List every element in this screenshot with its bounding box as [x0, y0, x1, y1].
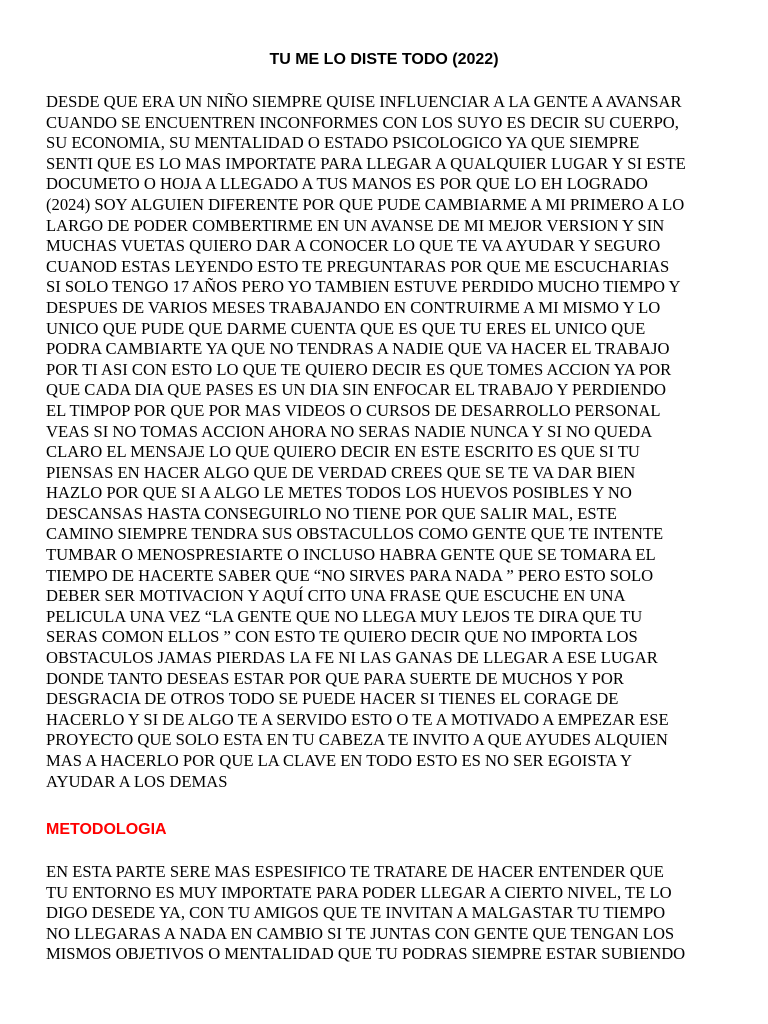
paragraph-line: VEAS SI NO TOMAS ACCION AHORA NO SERAS NADIE NUNCA Y SI NO QUEDA: [46, 421, 653, 441]
paragraph-line: AYUDAR A LOS DEMAS: [46, 771, 228, 791]
paragraph-line: PROYECTO QUE SOLO ESTA EN TU CABEZA TE INVITO A QUE AYUDES ALQUIEN: [46, 730, 668, 750]
paragraph-line: QUE CADA DIA QUE PASES ES UN DIA SIN ENFOCAR EL TRABAJO Y PERDIENDO: [46, 380, 667, 400]
document-title: TU ME LO DISTE TODO (2022): [269, 51, 499, 68]
paragraph-line: DOCUMETO O HOJA A LLEGADO A TUS MANOS ES POR QUE LO EH LOGRADO: [46, 174, 648, 194]
paragraph-line: CUANDO SE ENCUENTREN INCONFORMES CON LOS SUYO ES DECIR SU CUERPO,: [46, 112, 679, 132]
paragraph-line: TU ENTORNO ES MUY IMPORTATE PARA PODER LLEGAR A CIERTO NIVEL, TE LO: [46, 882, 672, 902]
paragraph-line: DESDE QUE ERA UN NIÑO SIEMPRE QUISE INFLUENCIAR A LA GENTE A AVANSAR: [46, 92, 682, 111]
intro-paragraph: [46, 92, 726, 792]
paragraph-line: SENTI QUE ES LO MAS IMPORTATE PARA LLEGAR A QUALQUIER LUGAR Y SI ESTE: [46, 153, 686, 173]
paragraph-line: CUANOD ESTAS LEYENDO ESTO TE PREGUNTARAS POR QUE ME ESCUCHARIAS: [46, 256, 670, 276]
paragraph-line: DIGO DESEDE YA, CON TU AMIGOS QUE TE INVITAN A MALGASTAR TU TIEMPO: [46, 903, 666, 923]
paragraph-line: SERAS COMON ELLOS ” CON ESTO TE QUIERO DECIR QUE NO IMPORTA LOS: [46, 627, 638, 647]
paragraph-line: OBSTACULOS JAMAS PIERDAS LA FE NI LAS GANAS DE LLEGAR A ESE LUGAR: [46, 648, 658, 668]
paragraph-line: MISMOS OBJETIVOS O MENTALIDAD QUE TU PODRAS SIEMPRE ESTAR SUBIENDO: [46, 944, 686, 964]
paragraph-line: LARGO DE PODER COMBERTIRME EN UN AVANSE DE MI MEJOR VERSION Y SIN: [46, 215, 665, 235]
paragraph-line: DESCANSAS HASTA CONSEGUIRLO NO TIENE POR QUE SALIR MAL, ESTE: [46, 503, 617, 523]
section-heading: METODOLOGIA: [46, 821, 167, 838]
paragraph-line: POR TI ASI CON ESTO LO QUE TE QUIERO DECIR ES QUE TOMES ACCION YA POR: [46, 359, 672, 379]
paragraph-line: UNICO QUE PUDE QUE DARME CUENTA QUE ES QUE TU ERES EL UNICO QUE: [46, 318, 646, 338]
paragraph-line: DEBER SER MOTIVACION Y AQUÍ CITO UNA FRASE QUE ESCUCHE EN UNA: [46, 586, 626, 606]
paragraph-line: SU ECONOMIA, SU MENTALIDAD O ESTADO PSICOLOGICO YA QUE SIEMPRE: [46, 133, 640, 153]
paragraph-line: (2024) SOY ALGUIEN DIFERENTE POR QUE PUDE CAMBIARME A MI PRIMERO A LO: [46, 194, 685, 214]
methodology-paragraph: [46, 862, 726, 965]
paragraph-line: CLARO EL MENSAJE LO QUE QUIERO DECIR EN ESTE ESCRITO ES QUE SI TU: [46, 442, 640, 462]
paragraph-line: CAMINO SIEMPRE TENDRA SUS OBSTACULLOS COMO GENTE QUE TE INTENTE: [46, 524, 664, 544]
paragraph-line: DONDE TANTO DESEAS ESTAR POR QUE PARA SUERTE DE MUCHOS Y POR: [46, 668, 624, 688]
paragraph-line: TUMBAR O MENOSPRESIARTE O INCLUSO HABRA GENTE QUE SE TOMARA EL: [46, 545, 656, 565]
paragraph-line: DESGRACIA DE OTROS TODO SE PUEDE HACER SI TIENES EL CORAGE DE: [46, 689, 619, 709]
paragraph-line: NO LLEGARAS A NADA EN CAMBIO SI TE JUNTAS CON GENTE QUE TENGAN LOS: [46, 923, 675, 943]
paragraph-line: MAS A HACERLO POR QUE LA CLAVE EN TODO ESTO ES NO SER EGOISTA Y: [46, 751, 632, 770]
paragraph-line: DESPUES DE VARIOS MESES TRABAJANDO EN CONTRUIRME A MI MISMO Y LO: [46, 297, 661, 317]
paragraph-line: TIEMPO DE HACERTE SABER QUE “NO SIRVES PARA NADA ” PERO ESTO SOLO: [46, 565, 654, 585]
paragraph-line: PIENSAS EN HACER ALGO QUE DE VERDAD CREES QUE SE TE VA DAR BIEN: [46, 462, 636, 482]
paragraph-line: EL TIMPOP POR QUE POR MAS VIDEOS O CURSOS DE DESARROLLO PERSONAL: [46, 400, 661, 420]
paragraph-line: HACERLO Y SI DE ALGO TE A SERVIDO ESTO O TE A MOTIVADO A EMPEZAR ESE: [46, 709, 669, 729]
paragraph-line: PODRA CAMBIARTE YA QUE NO TENDRAS A NADIE QUE VA HACER EL TRABAJO: [46, 339, 670, 359]
paragraph-line: EN ESTA PARTE SERE MAS ESPESIFICO TE TRATARE DE HACER ENTENDER QUE: [46, 862, 664, 881]
paragraph-line: MUCHAS VUETAS QUIERO DAR A CONOCER LO QUE TE VA AYUDAR Y SEGURO: [46, 236, 661, 256]
paragraph-line: PELICULA UNA VEZ “LA GENTE QUE NO LLEGA MUY LEJOS TE DIRA QUE TU: [46, 606, 643, 626]
paragraph-line: HAZLO POR QUE SI A ALGO LE METES TODOS LOS HUEVOS POSIBLES Y NO: [46, 483, 632, 503]
paragraph-line: SI SOLO TENGO 17 AÑOS PERO YO TAMBIEN ESTUVE PERDIDO MUCHO TIEMPO Y: [46, 277, 681, 297]
